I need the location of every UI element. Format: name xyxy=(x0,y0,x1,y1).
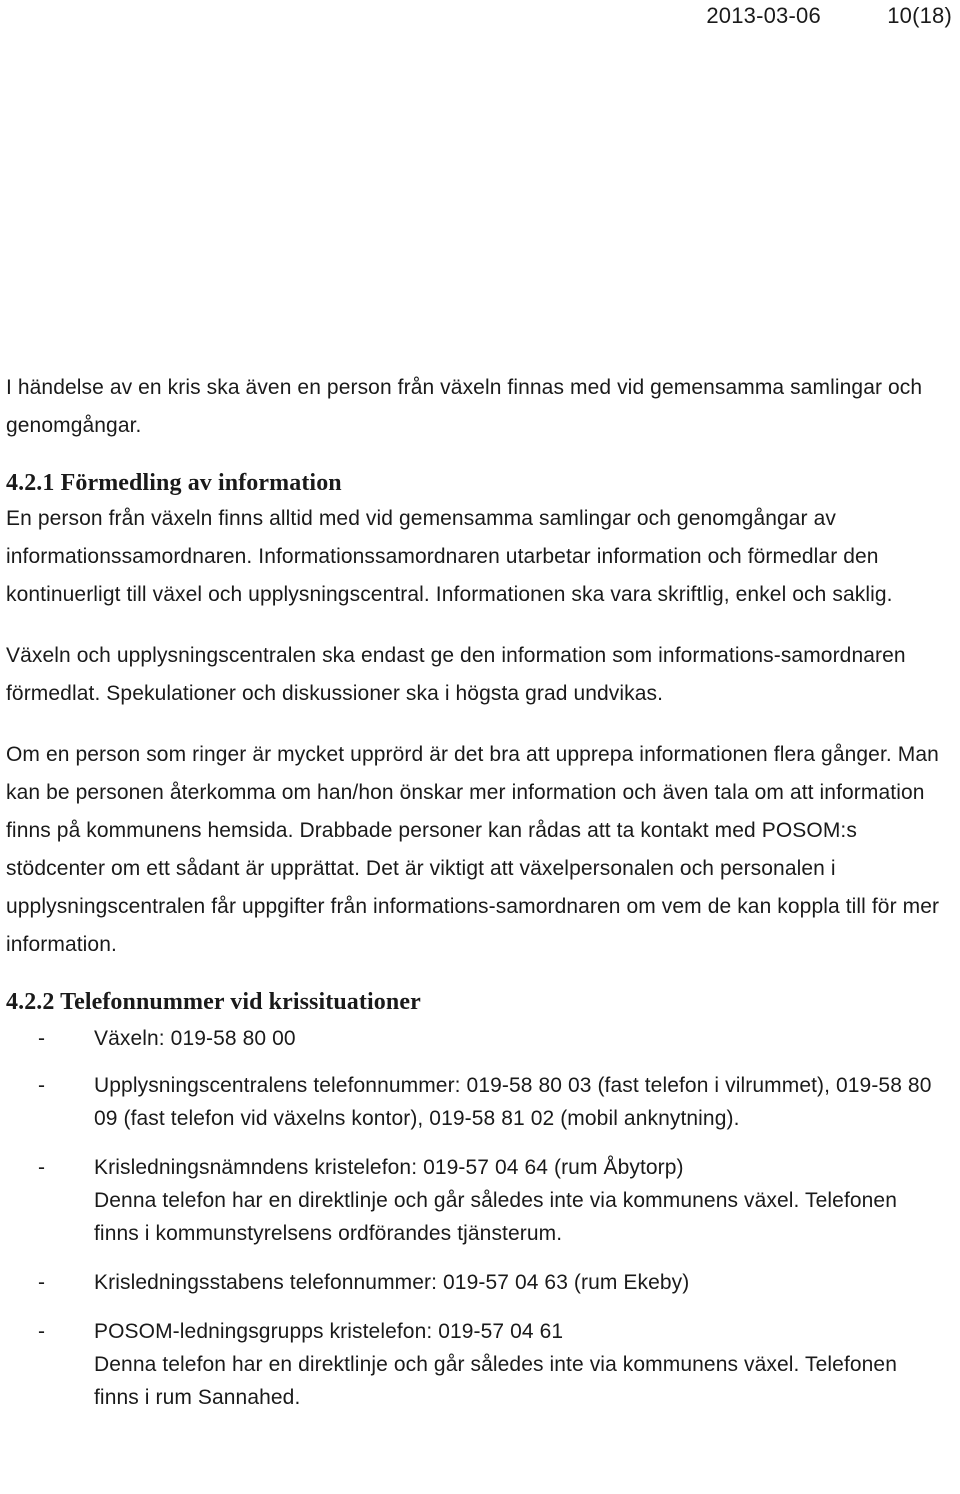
list-bullet-dash: - xyxy=(38,1027,46,1050)
list-bullet-dash: - xyxy=(38,1156,46,1179)
section-heading-4-2-1: 4.2.1 Förmedling av information xyxy=(6,470,342,496)
page-header xyxy=(706,2,952,30)
list-item-text: Växeln: 019-58 80 00 xyxy=(94,1027,296,1050)
phone-number-list xyxy=(6,1022,941,1414)
header-page-number: 10(18) xyxy=(887,3,952,28)
document-body xyxy=(6,369,941,1430)
list-bullet-dash: - xyxy=(38,1074,46,1097)
list-item xyxy=(6,1022,941,1055)
intro-paragraph: I händelse av en kris ska även en person från växeln finnas med vid gemensamma samlingar och genomgångar. xyxy=(6,376,923,437)
list-item-note: Denna telefon har en direktlinje och går således inte via kommunens växel. Telefonen finns i kommunstyrelsens ordförandes tjänsterum. xyxy=(94,1189,897,1245)
list-bullet-dash: - xyxy=(38,1320,46,1343)
list-item-text: Upplysningscentralens telefonnummer: 019-58 80 03 (fast telefon i vilrummet), 019-58 80 09 (fast telefon vid växelns kontor), 019-58 81 02 (mobil anknytning). xyxy=(94,1074,932,1130)
section-heading-4-2-2: 4.2.2 Telefonnummer vid krissituationer xyxy=(6,989,421,1015)
list-item xyxy=(6,1266,941,1299)
paragraph-upset-caller: Om en person som ringer är mycket upprörd är det bra att upprepa informationen flera gånger. Man kan be personen återkomma om han/hon önskar mer information och även tala om att information finns på kommunens hemsida. Drabbade personer kan rådas att ta kontakt med POSOM:s stödcenter om ett sådant är upprättat. Det är viktigt att växelpersonalen och personalen i upplysningscentralen får uppgifter från informations-samordnaren om vem de kan koppla till för mer information. xyxy=(6,743,940,956)
list-bullet-dash: - xyxy=(38,1271,46,1294)
list-item xyxy=(6,1069,941,1135)
header-date: 2013-03-06 xyxy=(706,3,821,28)
paragraph-information-flow: En person från växeln finns alltid med vid gemensamma samlingar och genomgångar av informationssamordnaren. Informationssamordnaren utarbetar information och förmedlar den kontinuerligt till växel och upplysningscentral. Informationen ska vara skriftlig, enkel och saklig. xyxy=(6,507,893,606)
list-item xyxy=(6,1151,941,1250)
list-item-text: POSOM-ledningsgrupps kristelefon: 019-57 04 61 xyxy=(94,1320,564,1343)
list-item-note: Denna telefon har en direktlinje och går således inte via kommunens växel. Telefonen finns i rum Sannahed. xyxy=(94,1353,897,1409)
list-item-text: Krisledningsnämndens kristelefon: 019-57 04 64 (rum Åbytorp) xyxy=(94,1156,684,1179)
list-item-text: Krisledningsstabens telefonnummer: 019-57 04 63 (rum Ekeby) xyxy=(94,1271,690,1294)
list-item xyxy=(6,1315,941,1414)
paragraph-switchboard-info: Växeln och upplysningscentralen ska endast ge den information som informations-samordnaren förmedlat. Spekulationer och diskussioner ska i högsta grad undvikas. xyxy=(6,644,906,705)
